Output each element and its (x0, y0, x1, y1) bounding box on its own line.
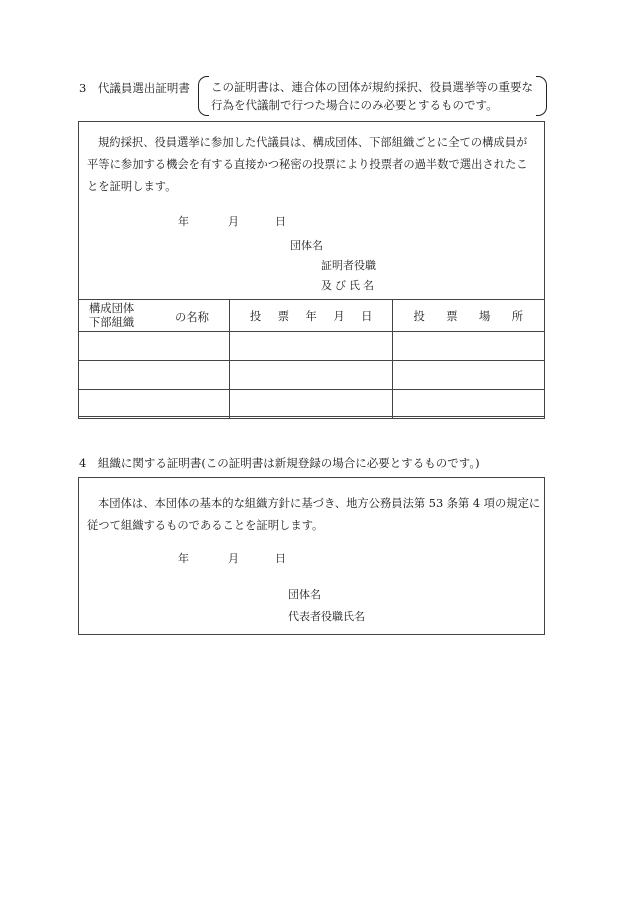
header-vote-date (229, 300, 393, 332)
header-vote-place (393, 300, 545, 332)
table-cell[interactable] (393, 361, 545, 390)
header-vote-date-char: 月 (333, 309, 345, 323)
header-org-sub: 下部組織 (89, 316, 135, 329)
section3-body (87, 132, 528, 198)
section3-body-line1: 規約採択、役員選挙に参加した代議員は、構成団体、下部組織ごとに全ての構成員が (98, 136, 528, 149)
table-row (79, 361, 545, 390)
header-vote-place-char: 場 (478, 309, 491, 323)
table-cell[interactable] (79, 332, 230, 361)
section4-title: 4 組織に関する証明書(この証明書は新規登録の場合に必要とするものです。) (79, 456, 480, 470)
date-month-label: 月 (228, 215, 239, 228)
header-vote-date-char: 投 (249, 309, 262, 323)
table-cell[interactable] (229, 361, 393, 390)
table-cell[interactable] (393, 390, 545, 419)
section3-title: 3 代議員選出証明書 (79, 81, 190, 95)
date-day-label: 日 (275, 215, 286, 228)
representative-label: 代表者役職氏名 (288, 610, 365, 623)
header-vote-date-char: 票 (277, 309, 290, 323)
header-vote-place-char: 所 (511, 309, 523, 323)
date-year-label: 年 (178, 215, 189, 228)
voting-table-header (79, 300, 545, 332)
header-org-constituent: 構成団体 (89, 302, 135, 315)
certifier-name-label: 及び氏名 (321, 279, 377, 292)
section3-body-line2: 平等に参加する機会を有する直接かつ秘密の投票により投票者の過半数で選出されたこ (87, 158, 528, 171)
section4-body (87, 493, 540, 537)
section3-note-line1: この証明書は、連合体の団体が規約採択、役員選挙等の重要な (211, 80, 533, 94)
header-vote-date-char: 年 (305, 309, 317, 323)
note-bracket-right (536, 76, 547, 116)
section3-org-label: 団体名 (290, 239, 323, 252)
section3-date-line (0, 213, 630, 229)
table-cell[interactable] (229, 390, 393, 419)
section4-body-line2: 従つて組織するものであることを証明します。 (87, 519, 324, 532)
date-year-label: 年 (178, 552, 189, 565)
section3-note-line2: 行為を代議制で行つた場合にのみ必要とするものです。 (211, 98, 498, 112)
header-vote-place-char: 投 (413, 309, 425, 323)
table-cell[interactable] (393, 332, 545, 361)
section4-body-line1: 本団体は、本団体の基本的な組織方針に基づき、地方公務員法第 53 条第 4 項の規定に (98, 497, 541, 510)
header-vote-place-char: 票 (446, 309, 458, 323)
date-month-label: 月 (228, 552, 239, 565)
header-org-name-suffix: の名称 (175, 311, 209, 324)
certifier-title-label: 証明者役職 (321, 259, 376, 272)
header-vote-date-char: 日 (361, 309, 373, 323)
table-cell[interactable] (79, 390, 230, 419)
voting-table (78, 299, 545, 419)
table-cell[interactable] (79, 361, 230, 390)
note-bracket-left (198, 76, 209, 116)
table-row (79, 332, 545, 361)
header-org-name (79, 300, 230, 332)
section3-body-line3: とを証明します。 (87, 180, 177, 193)
section4-org-label: 団体名 (288, 588, 321, 601)
date-day-label: 日 (275, 552, 286, 565)
table-cell[interactable] (229, 332, 393, 361)
table-row (79, 390, 545, 419)
section4-date-line (0, 550, 630, 566)
